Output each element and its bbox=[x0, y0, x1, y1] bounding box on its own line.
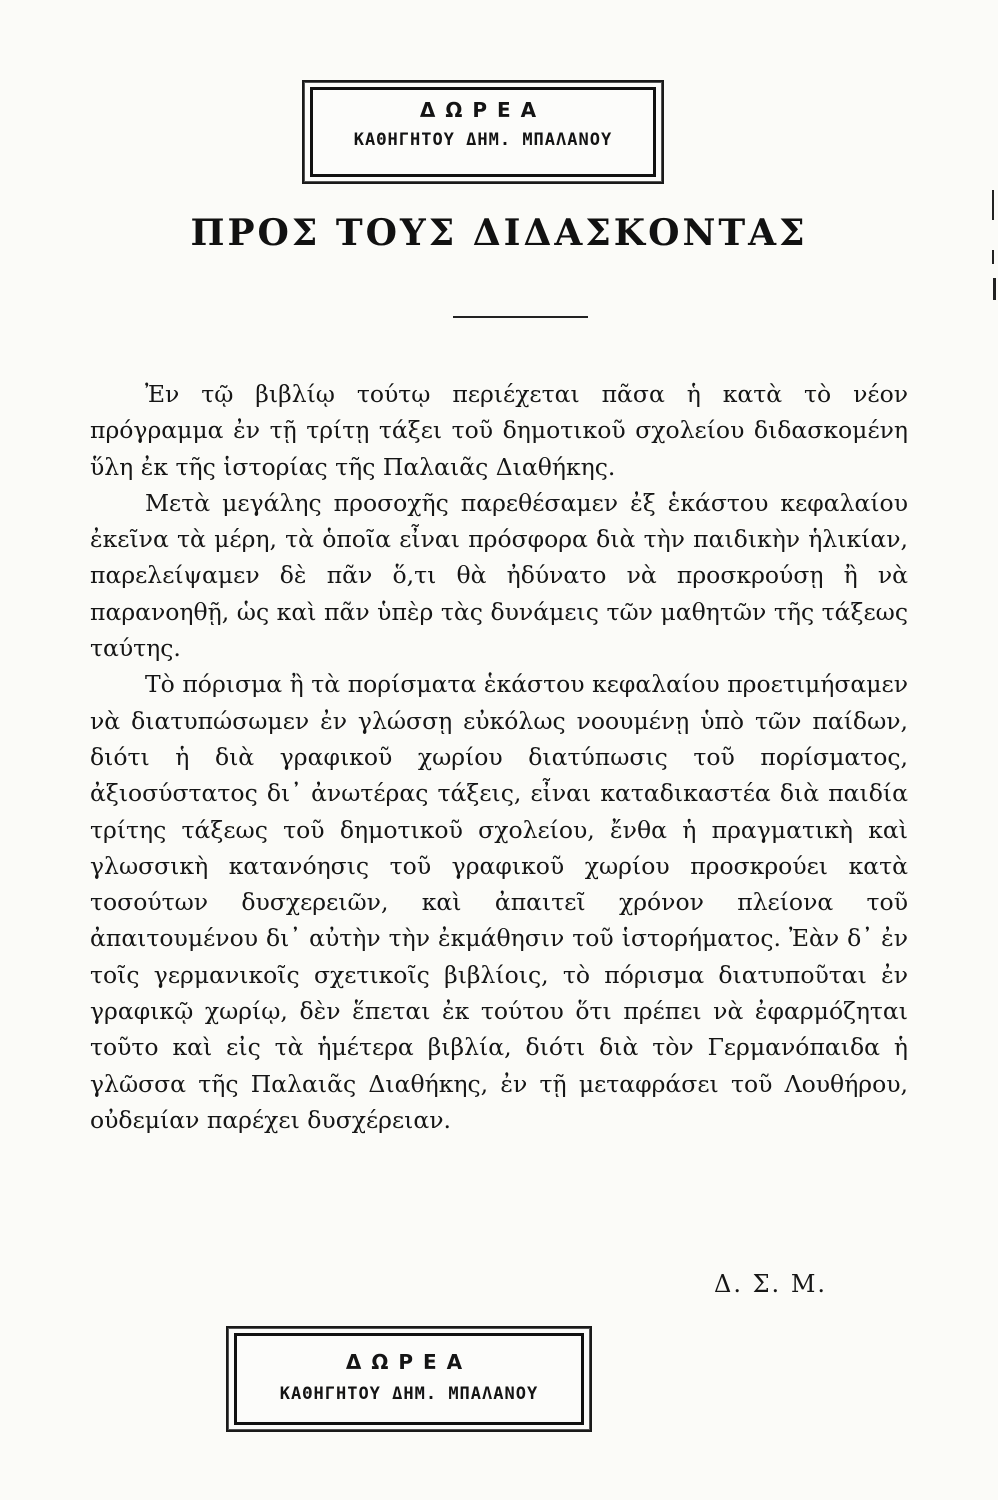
stamp-border bbox=[234, 1333, 584, 1425]
stamp-top-line2: ΚΑΘΗΓΗΤΟΥ ΔΗΜ. ΜΠΑΛΑΝΟΥ bbox=[353, 130, 613, 150]
paragraph-2: Μετὰ μεγάλης προσοχῆς παρεθέσαμεν ἐξ ἑκάστου κεφαλαίου ἐκεῖνα τὰ μέρη, τὰ ὁποῖα εἶναι πρόσφορα διὰ τὴν παιδικὴν ἡλικίαν, παρελείψαμεν δὲ πᾶν ὅ,τι θὰ ἠδύνατο νὰ προσκρούσῃ ἢ νὰ παρανοηθῇ, ὡς καὶ πᾶν ὑπὲρ τὰς δυνάμεις τῶν μαθητῶν τῆς τάξεως ταύτης. bbox=[90, 488, 908, 663]
signature-initials: Δ. Σ. Μ. bbox=[714, 1270, 828, 1298]
stamp-bottom-line1: ΔΩΡΕΑ bbox=[345, 1350, 473, 1374]
donation-stamp-top bbox=[302, 80, 664, 184]
title-divider bbox=[453, 316, 588, 318]
stamp-bottom-line2: ΚΑΘΗΓΗΤΟΥ ΔΗΜ. ΜΠΑΛΑΝΟΥ bbox=[279, 1384, 539, 1404]
donation-stamp-bottom bbox=[226, 1326, 592, 1432]
body-text bbox=[90, 376, 908, 1138]
stamp-top-line1: ΔΩΡΕΑ bbox=[419, 98, 547, 122]
paragraph-3: Τὸ πόρισμα ἢ τὰ πορίσματα ἑκάστου κεφαλαίου προετιμήσαμεν νὰ διατυπώσωμεν ἐν γλώσσῃ εὐκόλως νοουμένῃ ὑπὸ τῶν παίδων, διότι ἡ διὰ γραφικοῦ χωρίου διατύπωσις τοῦ πορίσματος, ἀξιοσύστατος δι᾿ ἀνωτέρας τάξεις, εἶναι καταδικαστέα διὰ παιδία τρίτης τάξεως τοῦ δημοτικοῦ σχολείου, ἔνθα ἡ πραγματικὴ καὶ γλωσσικὴ κατανόησις τοῦ γραφικοῦ χωρίου προσκρούει κατὰ τοσούτων δυσχερειῶν, καὶ ἀπαιτεῖ χρόνον πλείονα τοῦ ἀπαιτουμένου δι᾿ αὐτὴν τὴν ἐκμάθησιν τοῦ ἱστορήματος. Ἐὰν δ᾿ ἐν τοῖς γερμανικοῖς σχετικοῖς βιβλίοις, τὸ πόρισμα διατυποῦται ἐν γραφικῷ χωρίῳ, δὲν ἕπεται ἐκ τούτου ὅτι πρέπει νὰ ἐφαρμόζηται τοῦτο καὶ εἰς τὰ ἡμέτερα βιβλία, διότι διὰ τὸν Γερμανόπαιδα ἡ γλῶσσα τῆς Παλαιᾶς Διαθήκης, ἐν τῇ μεταφράσει τοῦ Λουθήρου, οὐδεμίαν παρέχει δυσχέρειαν. bbox=[90, 670, 908, 1134]
page-title: ΠΡΟΣ ΤΟΥΣ ΔΙΔΑΣΚΟΝΤΑΣ bbox=[190, 212, 808, 254]
paragraph-1: Ἐν τῷ βιβλίῳ τούτῳ περιέχεται πᾶσα ἡ κατὰ τὸ νέον πρόγραμμα ἐν τῇ τρίτῃ τάξει τοῦ δημοτικοῦ σχολείου διδασκομένη ὕλη ἐκ τῆς ἱστορίας τῆς Παλαιᾶς Διαθήκης. bbox=[90, 380, 908, 481]
